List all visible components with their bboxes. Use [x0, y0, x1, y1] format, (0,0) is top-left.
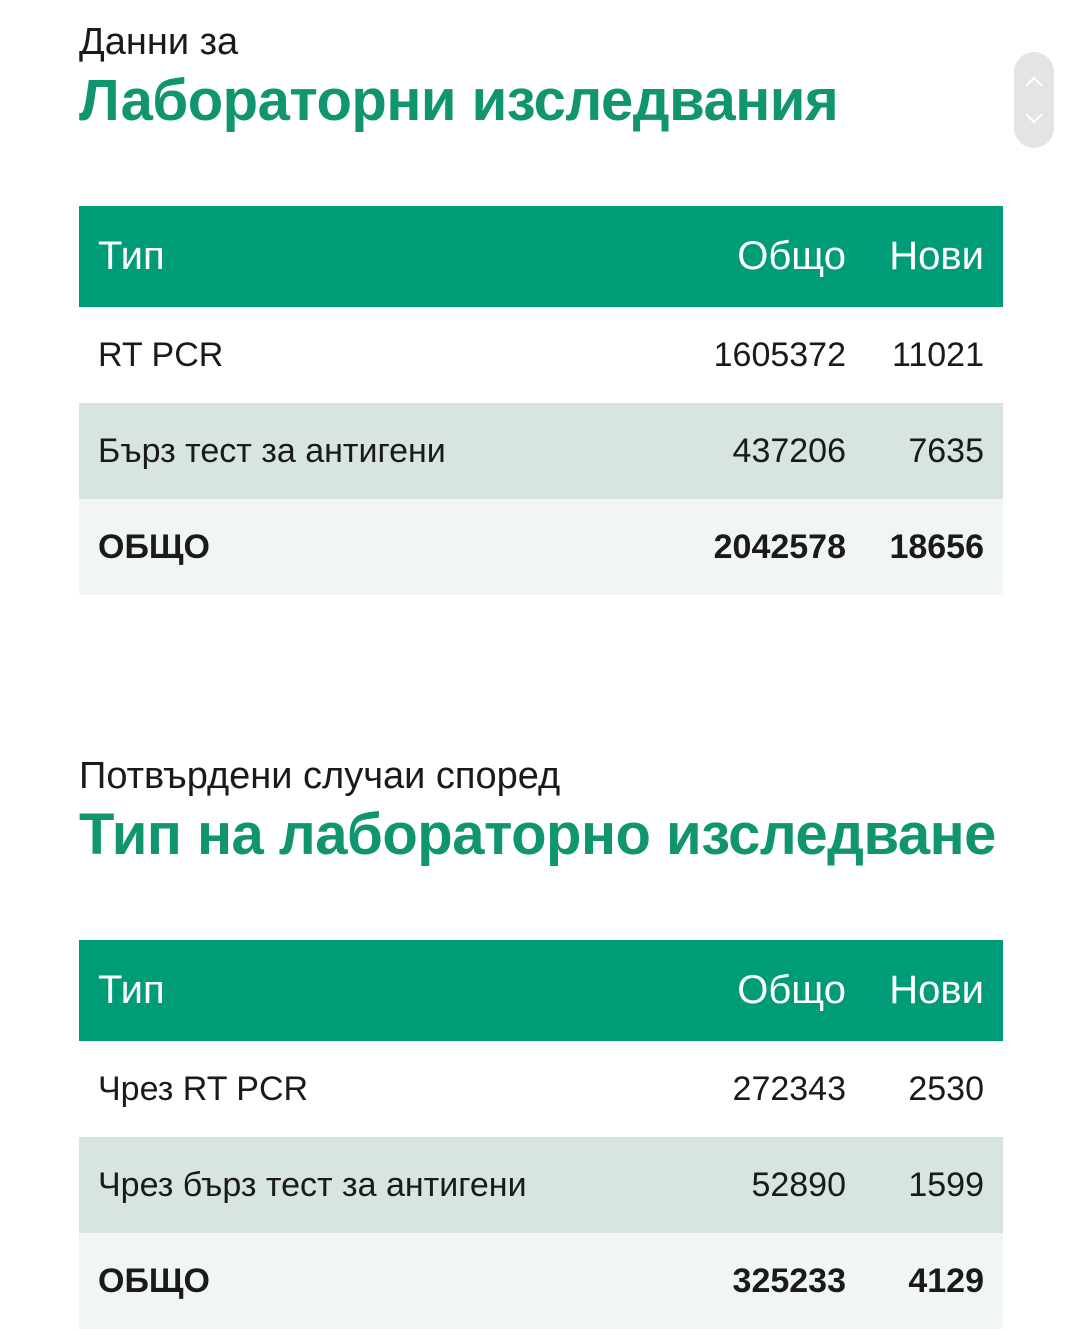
- section-subtitle: Данни за: [79, 21, 239, 63]
- summary-label: ОБЩО: [98, 1261, 210, 1300]
- column-header-new: Нови: [889, 968, 984, 1012]
- table-row: [79, 403, 1003, 499]
- row-total: 437206: [732, 431, 846, 470]
- row-total: 272343: [732, 1069, 846, 1108]
- table-summary-row: [79, 1233, 1003, 1329]
- row-type: Чрез RT PCR: [98, 1069, 309, 1108]
- column-header-new: Нови: [889, 234, 984, 278]
- column-header-type: Тип: [98, 968, 165, 1012]
- column-header-total: Общо: [737, 234, 846, 278]
- row-new: 2530: [908, 1069, 984, 1108]
- summary-total: 2042578: [713, 527, 846, 566]
- table-header-row: [79, 206, 1003, 307]
- table-header-row: [79, 940, 1003, 1041]
- table-row: [79, 1041, 1003, 1137]
- section-title: Тип на лабораторно изследване: [79, 802, 996, 867]
- confirmed-cases-table: [79, 940, 1003, 1329]
- row-total: 1605372: [713, 335, 846, 374]
- row-total: 52890: [751, 1165, 846, 1204]
- table-row: [79, 1137, 1003, 1233]
- section-subtitle: Потвърдени случаи според: [79, 755, 561, 797]
- table-row: [79, 307, 1003, 403]
- row-new: 7635: [908, 431, 984, 470]
- fast-scroll-control[interactable]: [1014, 52, 1054, 148]
- summary-total: 325233: [732, 1261, 846, 1300]
- row-new: 1599: [908, 1165, 984, 1204]
- column-header-total: Общо: [737, 968, 846, 1012]
- row-new: 11021: [891, 335, 984, 374]
- section-title: Лабораторни изследвания: [79, 68, 839, 133]
- summary-new: 18656: [889, 527, 984, 566]
- lab-tests-section: [79, 18, 1003, 595]
- row-type: Бърз тест за антигени: [98, 431, 446, 470]
- summary-label: ОБЩО: [98, 527, 210, 566]
- confirmed-cases-section: [79, 752, 1003, 1329]
- column-header-type: Тип: [98, 234, 165, 278]
- row-type: RT PCR: [98, 335, 224, 374]
- row-type: Чрез бърз тест за антигени: [98, 1165, 527, 1204]
- lab-tests-table: [79, 206, 1003, 595]
- chevron-up-icon[interactable]: [1014, 62, 1054, 102]
- table-summary-row: [79, 499, 1003, 595]
- chevron-down-icon[interactable]: [1014, 98, 1054, 138]
- summary-new: 4129: [908, 1261, 984, 1300]
